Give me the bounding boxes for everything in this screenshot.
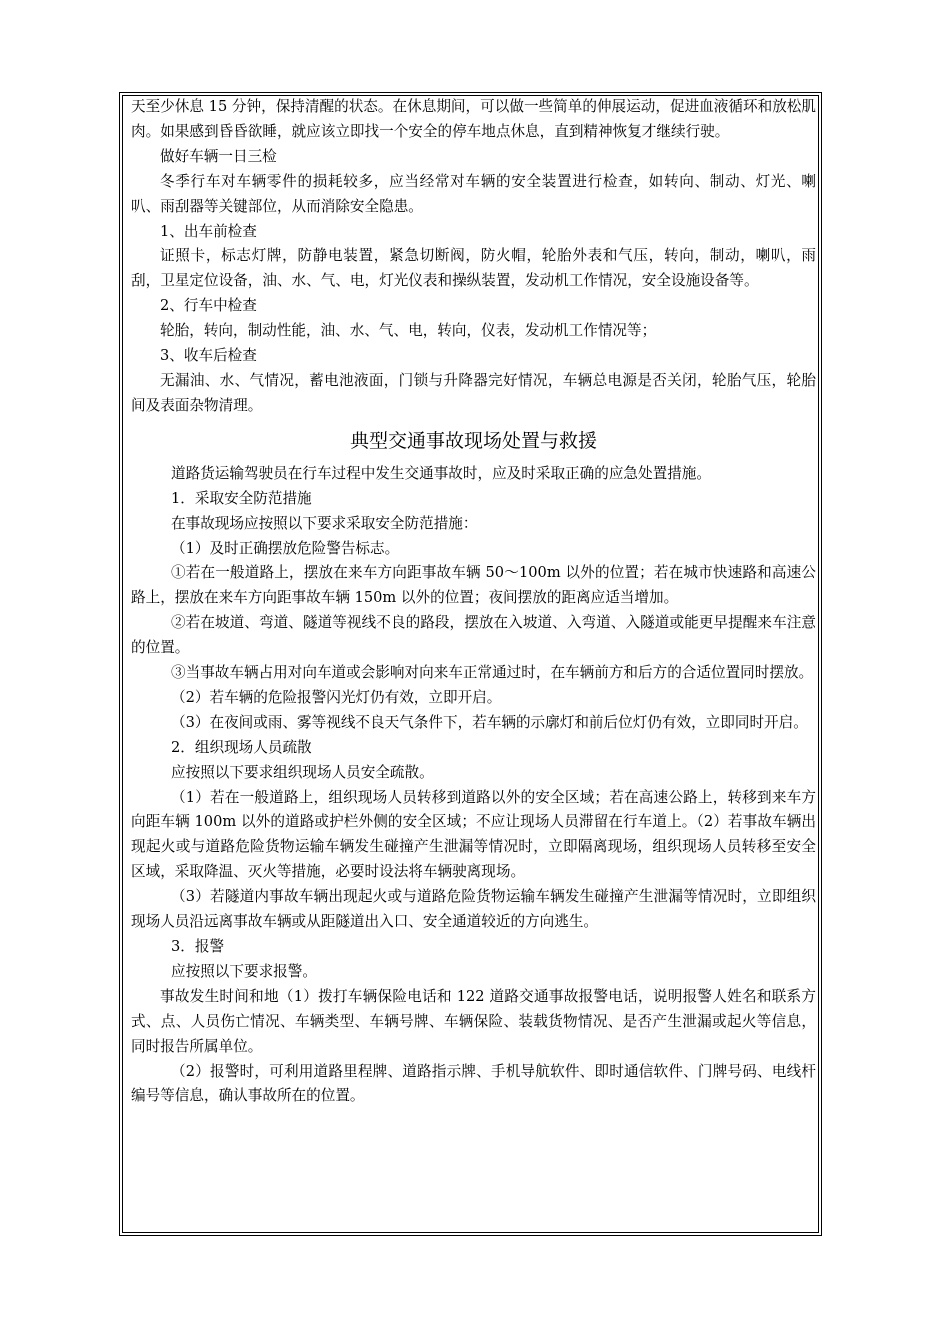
heading-daily-checks: 做好车辆一日三检 <box>160 147 277 165</box>
item-tunnel-escape: （3）若隧道内事故车辆出现起火或与道路危险货物运输车辆发生碰撞产生泄漏等情况时，立即组织现场人员沿远离事故车辆或从距隧道出入口、安全通道较近的方向逃生。 <box>131 888 816 931</box>
document-body <box>131 95 816 1109</box>
section-intro: 道路货运输驾驶员在行车过程中发生交通事故时，应及时采取正确的应急处置措施。 <box>171 464 711 482</box>
heading-post-trip-check: 3、收车后检查 <box>160 347 257 365</box>
heading-in-transit-check: 2、行车中检查 <box>160 297 257 315</box>
item-night-visibility: （3）在夜间或雨、雾等视线不良天气条件下，若车辆的示廓灯和前后位灯仍有效，立即同时开启。 <box>171 713 808 731</box>
item-ordinary-road: ①若在一般道路上，摆放在来车方向距事故车辆 50～100m 以外的位置；若在城市快速路和高速公路上，摆放在来车方向距事故车辆 150m 以外的位置；夜间摆放的距离应适当增加。 <box>131 564 816 607</box>
section-title: 典型交通事故现场处置与救援 <box>349 429 597 452</box>
paragraph-winter-wear: 冬季行车对车辆零件的损耗较多，应当经常对车辆的安全装置进行检查，如转向、制动、灯光、喇叭、雨刮器等关键部位，从而消除安全隐患。 <box>131 172 816 215</box>
heading-evacuation: 2．组织现场人员疏散 <box>171 738 312 756</box>
heading-pre-departure-check: 1、出车前检查 <box>160 222 257 240</box>
item-evacuation-roads: （1）若在一般道路上，组织现场人员转移到道路以外的安全区域；若在高速公路上，转移到来车方向距车辆 100m 以外的道路或护栏外侧的安全区域；不应让现场人员滞留在行车道上。（2）若事故车辆出现起火或与道路危险货物运输车辆发生碰撞产生泄漏等情况时，立即隔离现场，组织现场人员转移至安全区域，采取降温、灭火等措施，必要时设法将车辆驶离现场。 <box>131 788 816 881</box>
paragraph-rest-advice: 天至少休息 15 分钟，保持清醒的状态。在休息期间，可以做一些简单的伸展运动，促进血液循环和放松肌肉。如果感到昏昏欲睡，就应该立即找一个安全的停车地点休息，直到精神恢复才继续行驶。 <box>131 98 816 140</box>
paragraph-report-intro: 应按照以下要求报警。 <box>171 962 317 980</box>
item-hazard-lights: （2）若车辆的危险报警闪光灯仍有效，立即开启。 <box>171 688 502 706</box>
item-report-location: （2）报警时，可利用道路里程牌、道路指示牌、手机导航软件、即时通信软件、门牌号码、电线杆编号等信息，确认事故所在的位置。 <box>131 1062 816 1105</box>
item-slope-curve-tunnel: ②若在坡道、弯道、隧道等视线不良的路段，摆放在入坡道、入弯道、入隧道或能更早提醒来车注意的位置。 <box>131 614 816 657</box>
paragraph-evacuation-intro: 应按照以下要求组织现场人员安全疏散。 <box>171 763 434 781</box>
item-opposite-lane: ③当事故车辆占用对向车道或会影响对向来车正常通过时，在车辆前方和后方的合适位置同时摆放。 <box>171 664 814 682</box>
paragraph-post-trip-items: 无漏油、水、气情况，蓄电池液面，门锁与升降器完好情况，车辆总电源是否关闭，轮胎气压，轮胎间及表面杂物清理。 <box>131 371 816 414</box>
paragraph-pre-departure-items: 证照卡，标志灯牌，防静电装置，紧急切断阀，防火帽，轮胎外表和气压，转向，制动，喇叭，雨刮，卫星定位设备，油、水、气、电，灯光仪表和操纵装置，发动机工作情况，安全设施设备等。 <box>131 247 816 290</box>
item-report-call: 事故发生时间和地（1）拨打车辆保险电话和 122 道路交通事故报警电话，说明报警人姓名和联系方式、点、人员伤亡情况、车辆类型、车辆号牌、车辆保险、装载货物情况、是否产生泄漏或起火等信息，同时报告所属单位。 <box>131 987 816 1055</box>
heading-report: 3．报警 <box>171 938 225 955</box>
paragraph-safety-measures-intro: 在事故现场应按照以下要求采取安全防范措施： <box>171 514 478 532</box>
heading-safety-measures: 1．采取安全防范措施 <box>171 489 312 507</box>
paragraph-in-transit-items: 轮胎，转向，制动性能，油、水、气、电，转向，仪表，发动机工作情况等； <box>160 322 657 340</box>
item-warning-sign: （1）及时正确摆放危险警告标志。 <box>171 539 400 557</box>
